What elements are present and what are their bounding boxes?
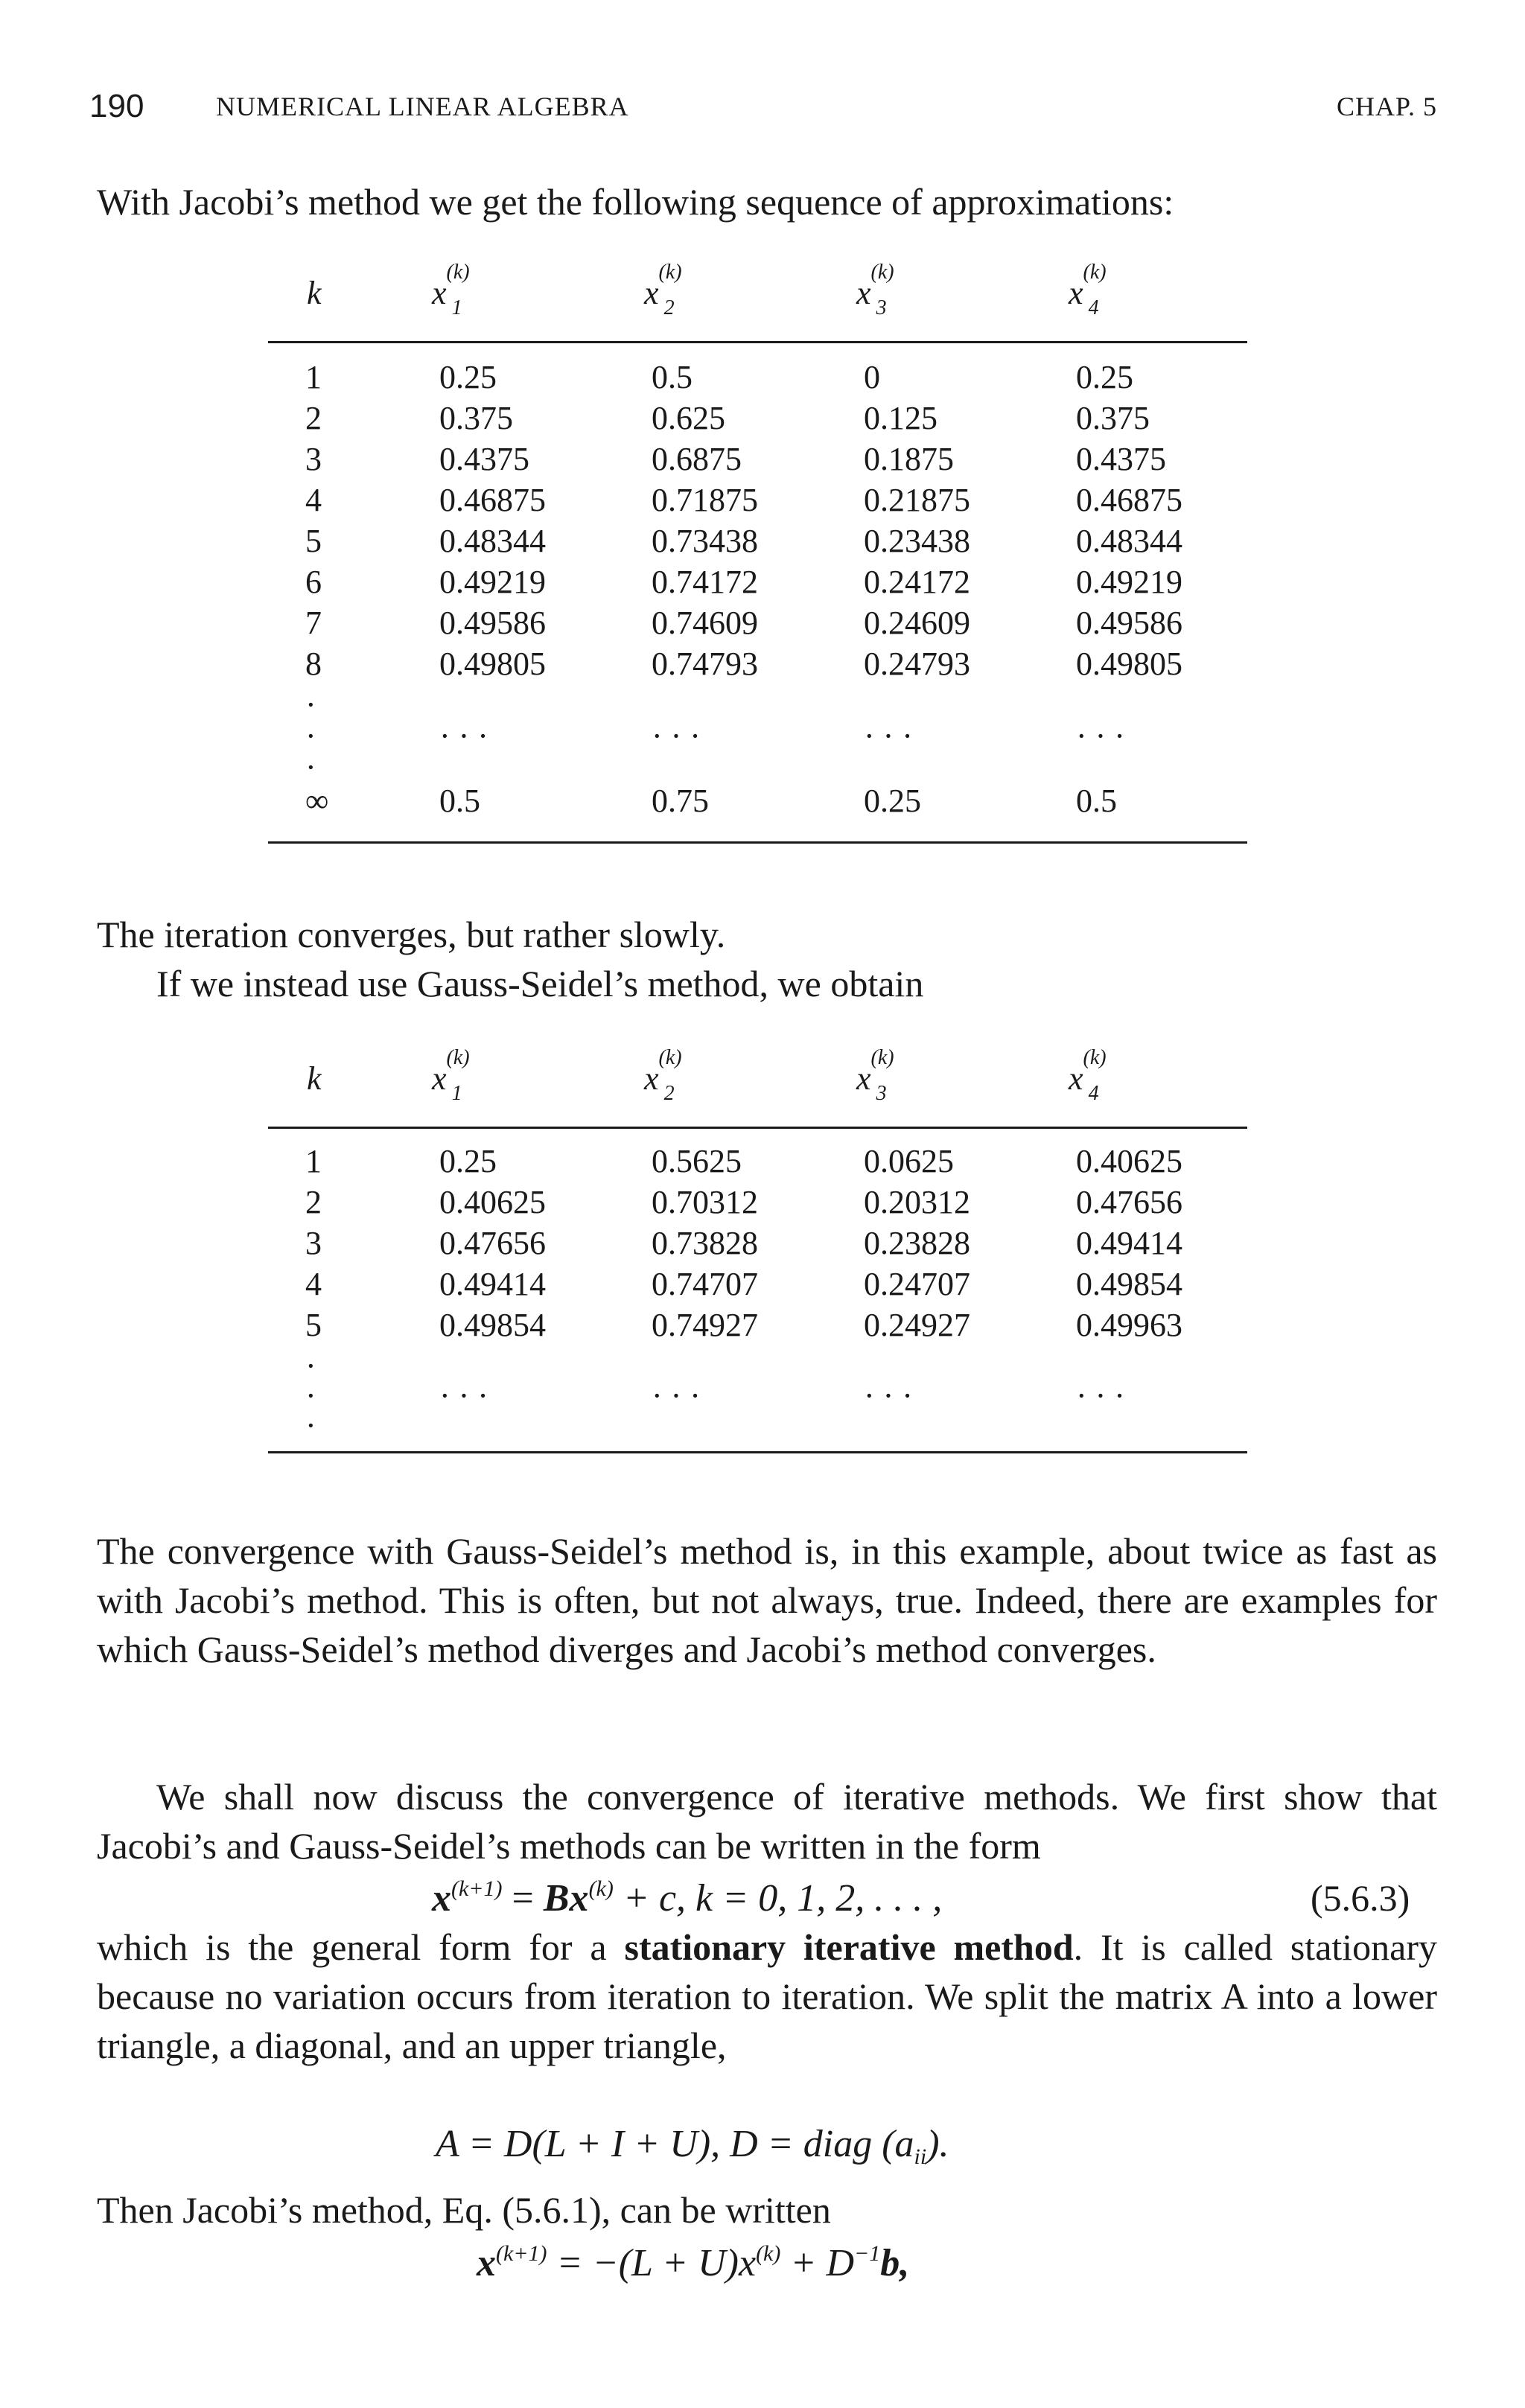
table-row (268, 645, 1247, 686)
table-cell: 0.46875 (1076, 482, 1182, 518)
table-row (268, 358, 1247, 399)
iteration-index: 3 (305, 441, 322, 477)
table-cell: 0.21875 (864, 482, 970, 518)
vdots-row: · (305, 749, 316, 786)
table-row (268, 522, 1247, 563)
jacobi-rows (268, 358, 1247, 686)
paragraph-stationary: which is the general form for a stationary iterative method. It is called stationary because no variation occurs from iteration to iteration. We split the matrix A into a lower triangle, a diagonal, and an upper triangle, (97, 1926, 1438, 2066)
table-cell: 0.40625 (1076, 1143, 1182, 1179)
iteration-index: 3 (305, 1225, 322, 1261)
table-cell: 0.24707 (864, 1266, 970, 1302)
iteration-index: 4 (305, 482, 322, 518)
intro-text: With Jacobi’s method we get the following sequence of approximations: (97, 181, 1174, 223)
table-cell: 0.48344 (1076, 523, 1182, 559)
gauss-seidel-rows (268, 1142, 1247, 1347)
table-cell: 0.49854 (1076, 1266, 1182, 1302)
running-head (89, 88, 1437, 133)
table-cell: 0.49219 (439, 564, 546, 600)
table-row (268, 1224, 1247, 1265)
limit-symbol: ∞ (305, 783, 329, 819)
table-row (268, 1183, 1247, 1224)
table-cell: 0.375 (439, 400, 513, 436)
equation-5-6-3: $x^{(k+1)} = Bx^{(k)} + c$, k = 0, 1, 2, . . . , (432, 1876, 943, 1920)
header-x1: $x^{(k)}_1$ (432, 261, 470, 319)
table-cell: 0.0625 (864, 1143, 954, 1179)
iteration-index: 2 (305, 400, 322, 436)
converge-line-2: If we instead use Gauss-Seidel’s method, we obtain (156, 963, 924, 1004)
table-cell: 0.46875 (439, 482, 546, 518)
term-stationary-iterative-method: stationary iterative method (624, 1926, 1074, 1968)
table-cell: 0.49805 (1076, 646, 1182, 682)
table-cell: 0.49219 (1076, 564, 1182, 600)
table-cell: 0.5 (652, 359, 693, 395)
table-row (268, 1306, 1247, 1347)
chapter-label: CHAP. 5 (1336, 92, 1437, 121)
table-cell: 0.25 (1076, 359, 1133, 395)
table-cell: 0.74707 (652, 1266, 758, 1302)
header-x4: $x^{(k)}_4$ (1069, 261, 1107, 319)
iteration-index: 2 (305, 1184, 322, 1220)
iteration-index: 6 (305, 564, 322, 600)
iteration-index: 7 (305, 605, 322, 641)
iteration-index: 1 (305, 1143, 322, 1179)
table-row (268, 604, 1247, 645)
table-cell: 0.5625 (652, 1143, 742, 1179)
table-cell: 0.1875 (864, 441, 954, 477)
header-k: k (307, 275, 322, 311)
table-cell: 0.24927 (864, 1307, 970, 1343)
table-header (268, 261, 1247, 341)
jacobi-table (268, 261, 1247, 844)
table-row (268, 399, 1247, 440)
running-title: NUMERICAL LINEAR ALGEBRA (216, 92, 629, 121)
iteration-index: 5 (305, 523, 322, 559)
table-row (268, 1142, 1247, 1183)
table-cell: 0.71875 (652, 482, 758, 518)
table-cell: 0.70312 (652, 1184, 758, 1220)
table-cell: 0.625 (652, 400, 725, 436)
header-x2: $x^{(k)}_2$ (644, 1046, 682, 1105)
table-cell: 0.49854 (439, 1307, 546, 1343)
table-row (268, 563, 1247, 604)
table-cell: 0 (864, 359, 880, 395)
ellipsis-row: · · · · · · · · · · · · · (305, 718, 1125, 754)
table-cell: 0.375 (1076, 400, 1150, 436)
paragraph-convergence: The convergence with Gauss-Seidel’s method is, in this example, about twice as fast as with Jacobi’s method. This is often, but not always, true. Indeed, there are examples for which Gauss-Seidel’s method diverges and Jacobi’s method converges. (97, 1530, 1437, 1670)
table-cell: 0.125 (864, 400, 937, 436)
table-header (268, 1046, 1247, 1127)
vdots-row: · (305, 1348, 316, 1384)
vdots-row: · (305, 687, 316, 723)
table-cell: 0.74927 (652, 1307, 758, 1343)
table-cell: 0.23828 (864, 1225, 970, 1261)
header-x1: $x^{(k)}_1$ (432, 1046, 470, 1105)
iteration-index: 5 (305, 1307, 322, 1343)
header-x2: $x^{(k)}_2$ (644, 261, 682, 319)
table-rule-bottom (268, 841, 1247, 844)
table-cell: 0.23438 (864, 523, 970, 559)
table-cell: 0.74793 (652, 646, 758, 682)
table-cell: 0.25 (439, 1143, 497, 1179)
iteration-index: 1 (305, 359, 322, 395)
table-cell: 0.73438 (652, 523, 758, 559)
table-cell: 0.47656 (439, 1225, 546, 1261)
table-cell: 0.74172 (652, 564, 758, 600)
paragraph-discuss: We shall now discuss the convergence of iterative methods. We first show that Jacobi’s and Gauss-Seidel’s methods can be written in the form (97, 1776, 1437, 1867)
table-cell: 0.49963 (1076, 1307, 1182, 1343)
table-row (268, 481, 1247, 522)
table-cell: 0.49586 (439, 605, 546, 641)
gauss-seidel-table (268, 1046, 1247, 1453)
table-row (268, 440, 1247, 481)
header-x4: $x^{(k)}_4$ (1069, 1046, 1107, 1105)
table-cell: 0.48344 (439, 523, 546, 559)
iteration-index: 4 (305, 1266, 322, 1302)
table-cell: 0.40625 (439, 1184, 546, 1220)
table-cell: 0.49414 (439, 1266, 546, 1302)
table-cell: 0.24793 (864, 646, 970, 682)
iteration-index: 8 (305, 646, 322, 682)
table-row (268, 1265, 1247, 1306)
table-cell: 0.49805 (439, 646, 546, 682)
table-cell: 0.6875 (652, 441, 742, 477)
table-cell: 0.20312 (864, 1184, 970, 1220)
table-cell: 0.4375 (1076, 441, 1166, 477)
header-x3: $x^{(k)}_3$ (856, 1046, 894, 1105)
header-x3: $x^{(k)}_3$ (856, 261, 894, 319)
converge-line-1: The iteration converges, but rather slowly. (97, 914, 726, 955)
table-cell: 0.25 (439, 359, 497, 395)
table-cell: 0.47656 (1076, 1184, 1182, 1220)
page-number: 190 (89, 88, 144, 124)
equation-split: A = D(L + I + U), D = diag (aii). (436, 2123, 949, 2169)
jacobi-written-text: Then Jacobi’s method, Eq. (5.6.1), can be written (97, 2189, 831, 2231)
table-cell: 0.49586 (1076, 605, 1182, 641)
table-cell: 0.74609 (652, 605, 758, 641)
table-rule-bottom (268, 1451, 1247, 1453)
limit-row: ∞ 0.5 0.75 0.25 0.5 (305, 783, 1117, 819)
table-cell: 0.49414 (1076, 1225, 1182, 1261)
table-cell: 0.73828 (652, 1225, 758, 1261)
table-cell: 0.24609 (864, 605, 970, 641)
header-k: k (307, 1060, 322, 1097)
equation-jacobi: $x^{(k+1)} = -(L + U)x^{(k)} + D^{-1}b$, (477, 2241, 910, 2284)
ellipsis-row: · · · · · · · · · · · · · (305, 1377, 1125, 1414)
table-cell: 0.24172 (864, 564, 970, 600)
vdots-row: · (305, 1407, 316, 1444)
equation-number: (5.6.3) (1311, 1877, 1410, 1919)
table-cell: 0.4375 (439, 441, 529, 477)
